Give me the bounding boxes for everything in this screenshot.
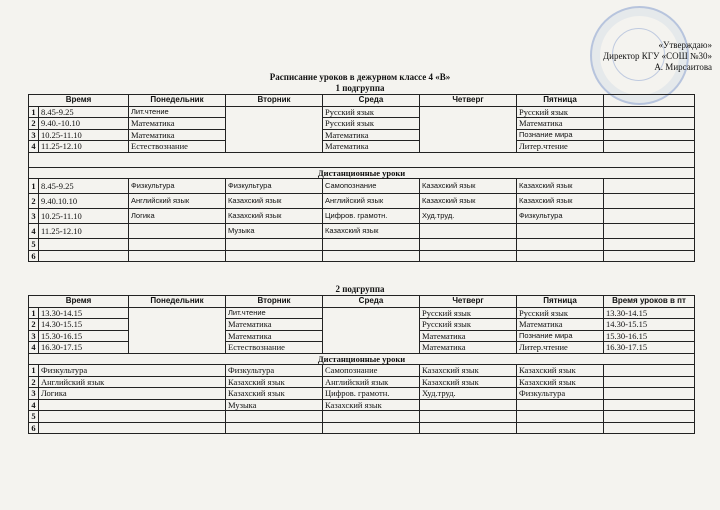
group2-table bbox=[28, 295, 695, 434]
fri-lesson: Казахский язык bbox=[517, 179, 604, 194]
table-row bbox=[29, 194, 695, 209]
lesson-time bbox=[39, 239, 129, 251]
monday-empty bbox=[129, 307, 226, 353]
friday-lesson: Познание мира bbox=[517, 129, 604, 141]
tuesday-lesson: Математика bbox=[226, 319, 323, 331]
tue-lesson bbox=[226, 250, 323, 262]
monday-lesson: Лит.чтение bbox=[129, 106, 226, 118]
table-row bbox=[29, 179, 695, 194]
lesson-time: 10.25-11.10 bbox=[39, 209, 129, 224]
table-row bbox=[29, 106, 695, 118]
lesson-time bbox=[39, 250, 129, 262]
header-friday: Пятница bbox=[517, 296, 604, 308]
thursday-lesson: Математика bbox=[420, 342, 517, 354]
friday-lesson: Познание мира bbox=[517, 330, 604, 342]
empty-cell bbox=[604, 411, 695, 423]
lesson-time: 16.30-17.15 bbox=[39, 342, 129, 354]
mon-lesson: Английский язык bbox=[129, 194, 226, 209]
empty-cell bbox=[604, 209, 695, 224]
thu-lesson bbox=[420, 250, 517, 262]
header-friday-times: Время уроков в пт bbox=[604, 296, 695, 308]
header-time: Время bbox=[29, 95, 129, 107]
lesson-number: 6 bbox=[29, 422, 39, 434]
wednesday-lesson: Русский язык bbox=[323, 118, 420, 130]
empty-cell bbox=[604, 422, 695, 434]
distance-section-label: Дистанционные уроки bbox=[29, 167, 695, 179]
empty-cell bbox=[604, 365, 695, 377]
lesson-number: 5 bbox=[29, 411, 39, 423]
thu-lesson bbox=[420, 411, 517, 423]
fri-lesson bbox=[517, 239, 604, 251]
wed-lesson: Самопознание bbox=[323, 365, 420, 377]
lesson-number: 4 bbox=[29, 224, 39, 239]
thu-lesson bbox=[420, 399, 517, 411]
friday-lesson: Русский язык bbox=[517, 106, 604, 118]
wednesday-lesson: Математика bbox=[323, 141, 420, 153]
lesson-number: 3 bbox=[29, 209, 39, 224]
thu-lesson: Худ.труд. bbox=[420, 209, 517, 224]
table-row bbox=[29, 365, 695, 377]
lesson-number: 5 bbox=[29, 239, 39, 251]
lesson-number: 1 bbox=[29, 365, 39, 377]
wed-lesson: Самопознание bbox=[323, 179, 420, 194]
tue-lesson bbox=[226, 239, 323, 251]
thu-lesson: Казахский язык bbox=[420, 179, 517, 194]
header-monday: Понедельник bbox=[129, 296, 226, 308]
lesson-time: 9.40.10.10 bbox=[39, 194, 129, 209]
friday-lesson: Литер.чтение bbox=[517, 141, 604, 153]
fri-lesson: Физкультура bbox=[517, 209, 604, 224]
lesson-number: 4 bbox=[29, 399, 39, 411]
empty-cell bbox=[604, 129, 695, 141]
table-row bbox=[29, 388, 695, 400]
thu-lesson: Казахский язык bbox=[420, 194, 517, 209]
lesson-number: 6 bbox=[29, 250, 39, 262]
empty-cell bbox=[604, 106, 695, 118]
table-row bbox=[29, 224, 695, 239]
distance-section-label: Дистанционные уроки bbox=[29, 353, 695, 365]
group1-title: 1 подгруппа bbox=[335, 83, 385, 93]
lesson-number: 4 bbox=[29, 141, 39, 153]
table-row bbox=[29, 422, 695, 434]
group1-table bbox=[28, 94, 695, 262]
wed-lesson: Английский язык bbox=[323, 376, 420, 388]
lesson-time: 11.25-12.10 bbox=[39, 141, 129, 153]
header-time: Время bbox=[29, 296, 129, 308]
empty-cell bbox=[604, 194, 695, 209]
tuesday-lesson: Лит.чтение bbox=[226, 307, 323, 319]
thu-lesson bbox=[420, 224, 517, 239]
page-title: Расписание уроков в дежурном классе 4 «В» bbox=[269, 72, 451, 82]
lesson-time: 15.30-16.15 bbox=[39, 330, 129, 342]
lesson-time: 11.25-12.10 bbox=[39, 224, 129, 239]
friday-time: 16.30-17.15 bbox=[604, 342, 695, 354]
table-row bbox=[29, 399, 695, 411]
tue-lesson: Музыка bbox=[226, 399, 323, 411]
lesson-number: 1 bbox=[29, 179, 39, 194]
table-row bbox=[29, 118, 695, 130]
fri-lesson bbox=[517, 250, 604, 262]
tuesday-empty bbox=[226, 106, 323, 152]
tue-lesson: Физкультура bbox=[226, 179, 323, 194]
friday-lesson: Математика bbox=[517, 319, 604, 331]
wed-lesson bbox=[323, 239, 420, 251]
monday-lesson: Логика bbox=[39, 388, 226, 400]
monday-lesson: Математика bbox=[129, 118, 226, 130]
lesson-number: 2 bbox=[29, 319, 39, 331]
thursday-lesson: Русский язык bbox=[420, 319, 517, 331]
approval-line-2: Директор КГУ «СОШ №30» bbox=[602, 51, 712, 61]
mon-lesson bbox=[129, 239, 226, 251]
lesson-time: 8.45-9.25 bbox=[39, 106, 129, 118]
tue-lesson: Музыка bbox=[226, 224, 323, 239]
header-thursday: Четверг bbox=[420, 95, 517, 107]
spacer-cell bbox=[29, 152, 695, 167]
wed-lesson: Казахский язык bbox=[323, 224, 420, 239]
fri-lesson: Казахский язык bbox=[517, 194, 604, 209]
thu-lesson: Казахский язык bbox=[420, 376, 517, 388]
empty-cell bbox=[604, 376, 695, 388]
friday-lesson: Литер.чтение bbox=[517, 342, 604, 354]
wed-lesson bbox=[323, 250, 420, 262]
tue-lesson: Казахский язык bbox=[226, 209, 323, 224]
empty-cell bbox=[604, 388, 695, 400]
lesson-time: 9.40.-10.10 bbox=[39, 118, 129, 130]
mon-lesson bbox=[129, 224, 226, 239]
lesson-number: 2 bbox=[29, 376, 39, 388]
thu-lesson bbox=[420, 422, 517, 434]
empty-cell bbox=[604, 250, 695, 262]
thursday-empty bbox=[420, 106, 517, 152]
approval-line-3: А. Мирсаитова bbox=[654, 62, 712, 72]
lesson-number: 4 bbox=[29, 342, 39, 354]
tue-lesson: Физкультура bbox=[226, 365, 323, 377]
thursday-lesson: Русский язык bbox=[420, 307, 517, 319]
header-friday: Пятница bbox=[517, 95, 604, 107]
tuesday-lesson: Математика bbox=[226, 330, 323, 342]
wed-lesson bbox=[323, 411, 420, 423]
table-row bbox=[29, 129, 695, 141]
friday-lesson: Русский язык bbox=[517, 307, 604, 319]
table-row bbox=[29, 209, 695, 224]
friday-time: 13.30-14.15 bbox=[604, 307, 695, 319]
tue-lesson bbox=[226, 422, 323, 434]
lesson-number: 1 bbox=[29, 106, 39, 118]
monday-lesson bbox=[39, 411, 226, 423]
lesson-number: 3 bbox=[29, 330, 39, 342]
thursday-lesson: Математика bbox=[420, 330, 517, 342]
thu-lesson: Худ.труд. bbox=[420, 388, 517, 400]
wednesday-lesson: Русский язык bbox=[323, 106, 420, 118]
wed-lesson bbox=[323, 422, 420, 434]
approval-block bbox=[603, 40, 712, 73]
monday-lesson: Естествознание bbox=[129, 141, 226, 153]
wednesday-empty bbox=[323, 307, 420, 353]
mon-lesson bbox=[129, 250, 226, 262]
spacer-row bbox=[29, 152, 695, 167]
monday-lesson: Английский язык bbox=[39, 376, 226, 388]
lesson-number: 2 bbox=[29, 194, 39, 209]
tue-lesson bbox=[226, 411, 323, 423]
monday-lesson: Физкультура bbox=[39, 365, 226, 377]
lesson-number: 3 bbox=[29, 129, 39, 141]
tue-lesson: Казахский язык bbox=[226, 388, 323, 400]
wed-lesson: Цифров. грамотн. bbox=[323, 209, 420, 224]
fri-lesson bbox=[517, 422, 604, 434]
fri-lesson: Казахский язык bbox=[517, 365, 604, 377]
fri-lesson: Казахский язык bbox=[517, 376, 604, 388]
lesson-number: 2 bbox=[29, 118, 39, 130]
lesson-time: 10.25-11.10 bbox=[39, 129, 129, 141]
monday-lesson: Математика bbox=[129, 129, 226, 141]
lesson-number: 3 bbox=[29, 388, 39, 400]
empty-cell bbox=[604, 118, 695, 130]
thu-lesson: Казахский язык bbox=[420, 365, 517, 377]
distance-section-row bbox=[29, 167, 695, 179]
header-wednesday: Среда bbox=[323, 95, 420, 107]
tue-lesson: Казахский язык bbox=[226, 194, 323, 209]
fri-lesson bbox=[517, 399, 604, 411]
header-tuesday: Вторник bbox=[226, 95, 323, 107]
wed-lesson: Английский язык bbox=[323, 194, 420, 209]
empty-cell bbox=[604, 224, 695, 239]
table-row bbox=[29, 307, 695, 319]
header-wednesday: Среда bbox=[323, 296, 420, 308]
table-row bbox=[29, 250, 695, 262]
header-monday: Понедельник bbox=[129, 95, 226, 107]
table-row bbox=[29, 239, 695, 251]
distance-section-row bbox=[29, 353, 695, 365]
group2-header-row bbox=[29, 296, 695, 308]
friday-time: 15.30-16.15 bbox=[604, 330, 695, 342]
group2-title: 2 подгруппа bbox=[335, 284, 385, 294]
lesson-time: 8.45-9.25 bbox=[39, 179, 129, 194]
friday-lesson: Математика bbox=[517, 118, 604, 130]
lesson-time: 13.30-14.15 bbox=[39, 307, 129, 319]
empty-cell bbox=[604, 179, 695, 194]
table-row bbox=[29, 376, 695, 388]
wednesday-lesson: Математика bbox=[323, 129, 420, 141]
thu-lesson bbox=[420, 239, 517, 251]
table-row bbox=[29, 141, 695, 153]
approval-line-1: «Утверждаю» bbox=[658, 40, 712, 50]
monday-lesson bbox=[39, 399, 226, 411]
monday-lesson bbox=[39, 422, 226, 434]
empty-cell bbox=[604, 141, 695, 153]
tuesday-lesson: Естествознание bbox=[226, 342, 323, 354]
table-row bbox=[29, 411, 695, 423]
fri-lesson: Физкультура bbox=[517, 388, 604, 400]
header-empty bbox=[604, 95, 695, 107]
friday-time: 14.30-15.15 bbox=[604, 319, 695, 331]
wed-lesson: Цифров. грамотн. bbox=[323, 388, 420, 400]
group1-header-row bbox=[29, 95, 695, 107]
header-tuesday: Вторник bbox=[226, 296, 323, 308]
empty-cell bbox=[604, 239, 695, 251]
lesson-number: 1 bbox=[29, 307, 39, 319]
fri-lesson bbox=[517, 411, 604, 423]
header-thursday: Четверг bbox=[420, 296, 517, 308]
mon-lesson: Логика bbox=[129, 209, 226, 224]
fri-lesson bbox=[517, 224, 604, 239]
wed-lesson: Казахский язык bbox=[323, 399, 420, 411]
empty-cell bbox=[604, 399, 695, 411]
lesson-time: 14.30-15.15 bbox=[39, 319, 129, 331]
mon-lesson: Физкультура bbox=[129, 179, 226, 194]
tue-lesson: Казахский язык bbox=[226, 376, 323, 388]
